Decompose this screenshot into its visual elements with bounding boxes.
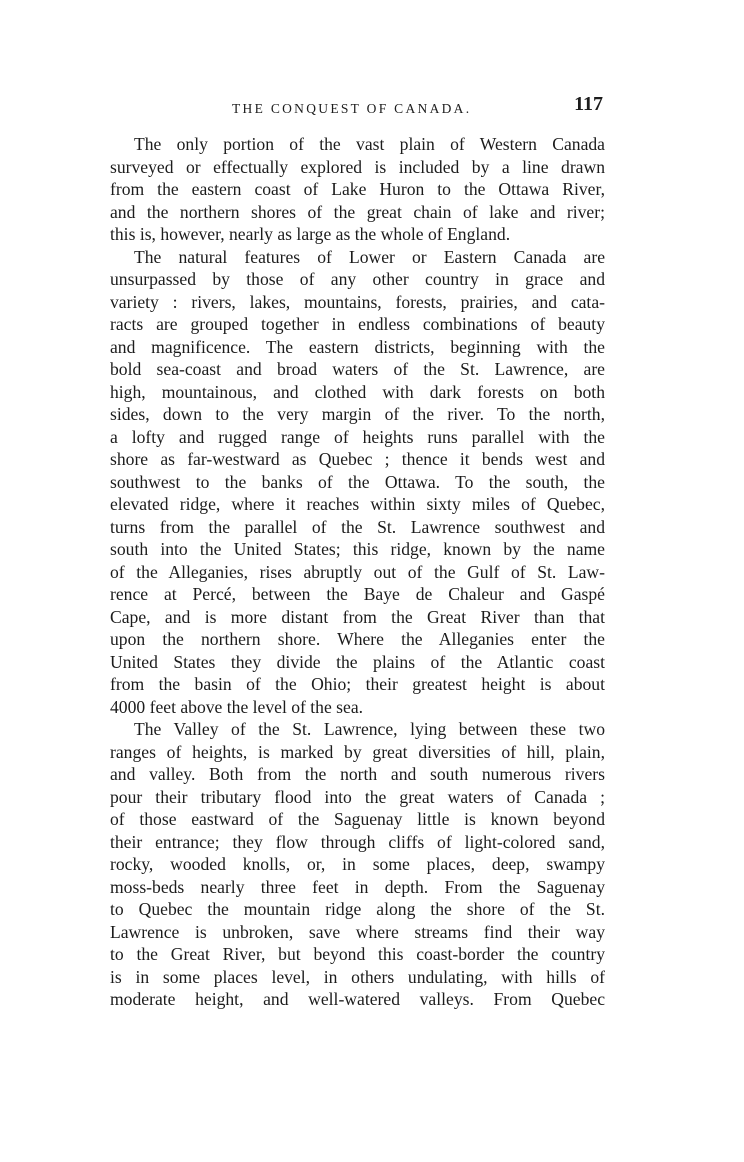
text-line: to the Great River, but beyond this coast-border the country bbox=[110, 944, 605, 964]
text-line: surveyed or effectually explored is included by a line drawn bbox=[110, 156, 605, 177]
text-line: upon the northern shore. Where the Alleganies enter the bbox=[110, 629, 605, 649]
text-line: ranges of heights, is marked by great diversities of hill, plain, bbox=[110, 741, 605, 762]
text-line: and the northern shores of the great chain of lake and river; bbox=[110, 201, 605, 222]
text-line: The natural features of Lower or Eastern Canada are bbox=[134, 246, 605, 267]
text-line: 4000 feet above the level of the sea. bbox=[110, 696, 364, 717]
text-line: racts are grouped together in endless combinations of beauty bbox=[110, 314, 605, 334]
text-line: and magnificence. The eastern districts, beginning with the bbox=[110, 336, 605, 357]
text-line: elevated ridge, where it reaches within sixty miles of Quebec, bbox=[110, 494, 605, 514]
text-line: rence at Percé, between the Baye de Chaleur and Gaspé bbox=[110, 584, 605, 604]
text-line: this is, however, nearly as large as the whole of England. bbox=[110, 224, 511, 244]
running-title: THE CONQUEST OF CANADA. bbox=[232, 101, 472, 116]
text-line: bold sea-coast and broad waters of the St. Lawrence, are bbox=[110, 359, 605, 379]
text-line: variety : rivers, lakes, mountains, forests, prairies, and cata- bbox=[110, 291, 605, 312]
text-line: Lawrence is unbroken, save where streams find their way bbox=[110, 921, 605, 942]
text-line: is in some places level, in others undulating, with hills of bbox=[110, 966, 605, 987]
text-line: unsurpassed by those of any other country in grace and bbox=[110, 269, 605, 289]
text-line: United States they divide the plains of the Atlantic coast bbox=[110, 651, 605, 672]
text-line: and valley. Both from the north and south numerous rivers bbox=[110, 764, 605, 784]
text-line: moderate height, and well-watered valleys. From Quebec bbox=[110, 989, 605, 1009]
running-head bbox=[110, 93, 605, 121]
page-number: 117 bbox=[574, 93, 603, 115]
text-line: from the basin of the Ohio; their greatest height is about bbox=[110, 674, 605, 694]
body-text bbox=[110, 133, 605, 1011]
text-line: of the Alleganies, rises abruptly out of the Gulf of St. Law- bbox=[110, 561, 605, 582]
text-line: moss-beds nearly three feet in depth. From the Saguenay bbox=[110, 876, 605, 897]
text-line: pour their tributary flood into the great waters of Canada ; bbox=[110, 786, 605, 807]
text-line: from the eastern coast of Lake Huron to the Ottawa River, bbox=[110, 179, 605, 199]
text-line: Cape, and is more distant from the Great River than that bbox=[110, 606, 605, 627]
text-line: shore as far-westward as Quebec ; thence it bends west and bbox=[110, 449, 605, 469]
text-line: The only portion of the vast plain of Western Canada bbox=[134, 134, 605, 154]
text-line: sides, down to the very margin of the river. To the north, bbox=[110, 404, 605, 424]
text-line: The Valley of the St. Lawrence, lying between these two bbox=[134, 719, 605, 739]
text-line: south into the United States; this ridge, known by the name bbox=[110, 539, 605, 559]
text-line: rocky, wooded knolls, or, in some places, deep, swampy bbox=[110, 854, 605, 874]
text-line: a lofty and rugged range of heights runs parallel with the bbox=[110, 426, 605, 447]
text-line: of those eastward of the Saguenay little is known beyond bbox=[110, 809, 605, 829]
text-line: southwest to the banks of the Ottawa. To the south, the bbox=[110, 471, 605, 492]
text-line: their entrance; they flow through cliffs of light-colored sand, bbox=[110, 831, 605, 852]
text-line: high, mountainous, and clothed with dark forests on both bbox=[110, 381, 605, 402]
text-line: to Quebec the mountain ridge along the shore of the St. bbox=[110, 899, 605, 919]
text-line: turns from the parallel of the St. Lawrence southwest and bbox=[110, 516, 605, 537]
